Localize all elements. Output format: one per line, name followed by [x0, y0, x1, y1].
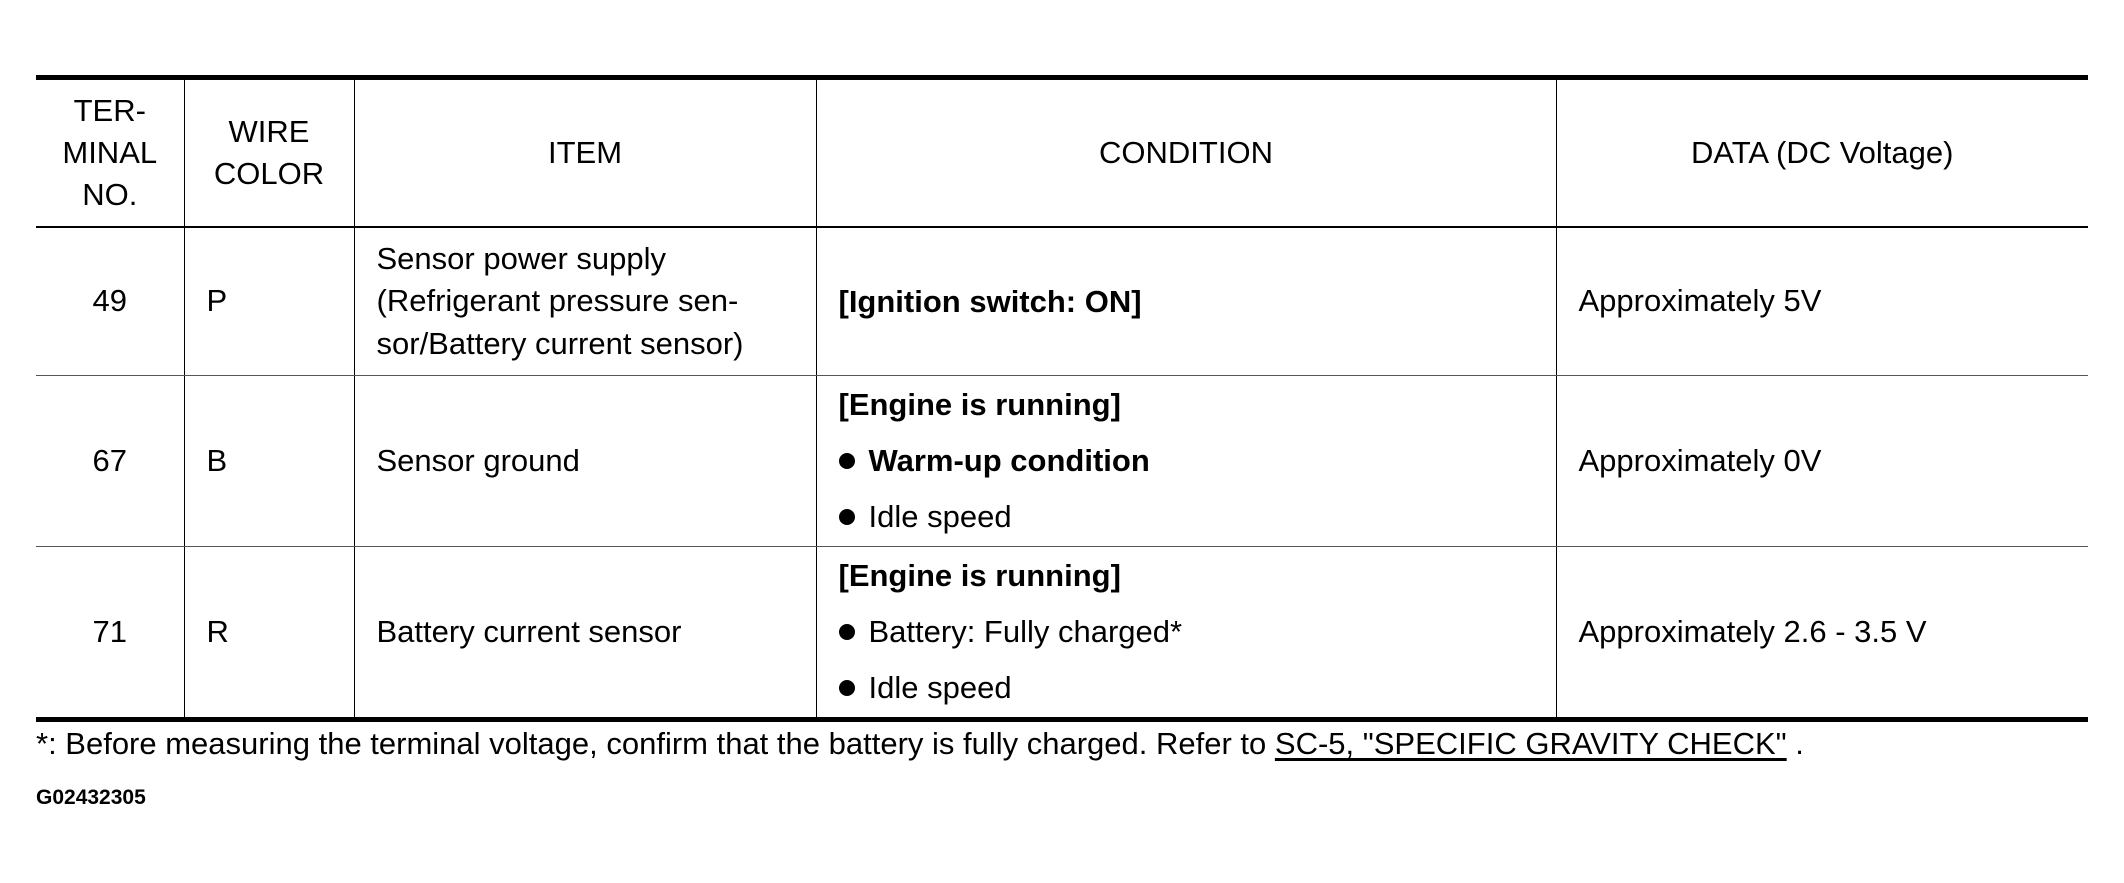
terminal-cell: 49 [36, 227, 184, 376]
data-cell: Approximately 5V [1556, 227, 2088, 376]
table-row [36, 227, 2088, 376]
header-wire-color [184, 78, 354, 228]
header-terminal-no [36, 78, 184, 228]
terminal-cell: 71 [36, 547, 184, 720]
footnote [36, 726, 1804, 762]
table-row [36, 547, 2088, 720]
header-terminal-label: TER- MINAL NO. [62, 92, 158, 213]
condition-bullet [839, 433, 1534, 489]
condition-title: [Engine is running] [838, 558, 1121, 594]
footnote-text: *: Before measuring the terminal voltage, confirm that the battery is fully charged. Refer to [36, 726, 1275, 761]
condition-cell [816, 547, 1556, 720]
item-text: Sensor power supply (Refrigerant pressure sen- sor/Battery current sensor) [376, 241, 744, 361]
terminal-cell: 67 [36, 376, 184, 547]
header-item-label: ITEM [547, 134, 623, 170]
table-row [36, 376, 2088, 547]
condition-cell [816, 227, 1556, 376]
bullet-icon [839, 680, 855, 696]
terminal-spec-table-container [36, 75, 2088, 722]
terminal-spec-table [36, 75, 2088, 722]
wire-color-cell: B [184, 376, 354, 547]
wire-color-cell: R [184, 547, 354, 720]
table-header-row [36, 78, 2088, 228]
header-condition-label: CONDITION [1099, 134, 1273, 170]
condition-bullet-text: Warm-up condition [868, 443, 1150, 479]
condition-bullet [839, 489, 1534, 545]
header-item [354, 78, 816, 228]
bullet-icon [839, 624, 855, 640]
item-cell: Sensor ground [354, 376, 816, 547]
condition-bullet [839, 604, 1534, 660]
figure-id: G02432305 [36, 786, 146, 809]
condition-bullet-text: Idle speed [868, 669, 1012, 705]
header-condition [816, 78, 1556, 228]
condition-title: [Ignition switch: ON] [838, 283, 1142, 319]
condition-bullet [839, 660, 1534, 716]
condition-title: [Engine is running] [838, 387, 1121, 423]
wire-color-cell: P [184, 227, 354, 376]
condition-bullet-text: Battery: Fully charged* [868, 614, 1183, 650]
header-data-label: DATA (DC Voltage) [1691, 134, 1954, 170]
data-cell: Approximately 2.6 - 3.5 V [1556, 547, 2088, 720]
condition-cell [816, 376, 1556, 547]
bullet-icon [839, 453, 855, 469]
condition-bullet-text: Idle speed [868, 498, 1012, 534]
reference-link[interactable]: SC-5, "SPECIFIC GRAVITY CHECK" [1274, 726, 1787, 761]
header-data [1556, 78, 2088, 228]
item-cell [354, 227, 816, 376]
footnote-suffix: . [1786, 726, 1804, 761]
bullet-icon [839, 509, 855, 525]
data-cell: Approximately 0V [1556, 376, 2088, 547]
header-wire-color-label: WIRE COLOR [213, 113, 325, 191]
item-cell: Battery current sensor [354, 547, 816, 720]
